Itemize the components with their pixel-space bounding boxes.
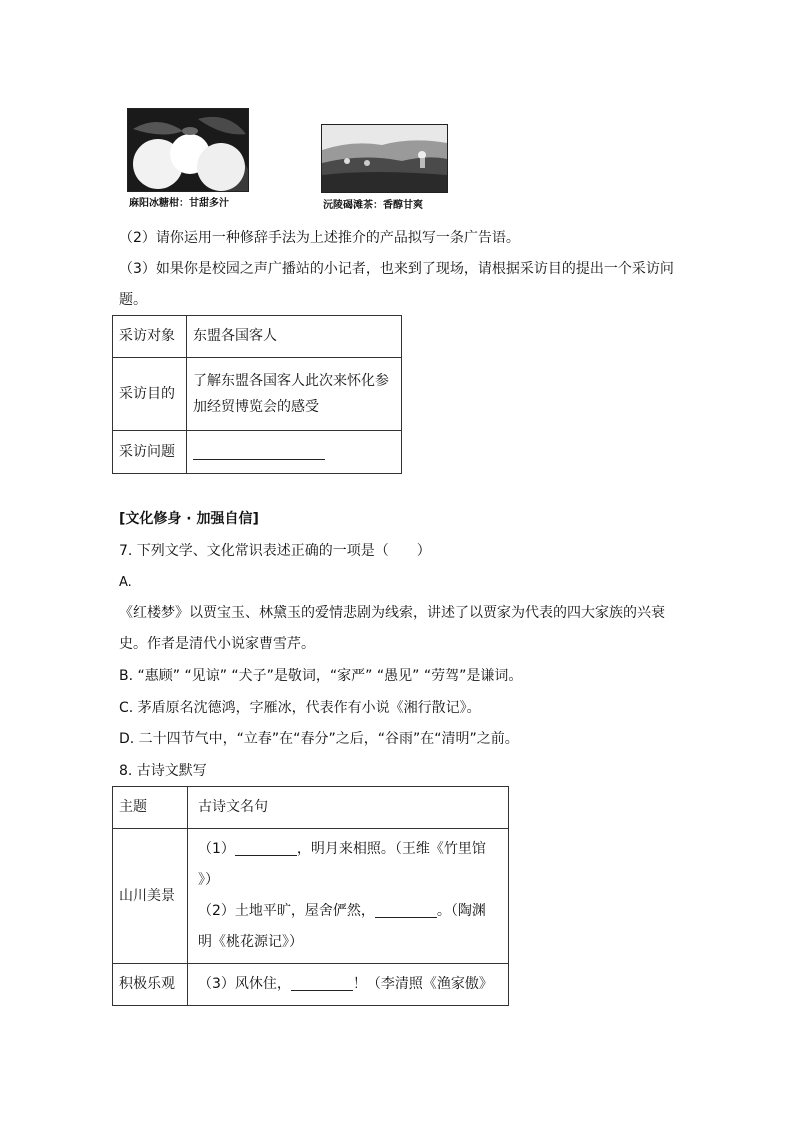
poetry-line-3-prefix: （3）风休住， <box>198 976 291 992</box>
option-a-line1: 《红楼梦》以贾宝玉、林黛玉的爱情悲剧为线索，讲述了以贾家为代表的四大家族的兴衰 <box>119 605 665 621</box>
interview-target-value: 东盟各国客人 <box>187 316 402 358</box>
section-title: [文化修身 · 加强自信] <box>119 511 259 527</box>
poetry-theme-optimism: 积极乐观 <box>113 964 188 1006</box>
option-b: B. “惠顾” “见谅” “犬子”是敬词，“家严” “愚见” “劳驾”是谦词。 <box>119 668 523 684</box>
poetry-line-1-cont: 》） <box>198 872 219 888</box>
table-row <box>113 787 509 829</box>
interview-purpose-line1: 了解东盟各国客人此次来怀化参 <box>193 373 389 389</box>
poetry-line-3-suffix: ！（李清照《渔家傲》 <box>352 976 493 992</box>
interview-table <box>112 315 402 474</box>
tea-photo <box>321 124 448 193</box>
poetry-header-theme: 主题 <box>113 787 188 829</box>
oranges-photo <box>127 108 249 192</box>
interview-question-answer[interactable] <box>187 431 402 474</box>
table-row <box>113 829 509 964</box>
interview-target-label: 采访对象 <box>113 316 187 358</box>
poetry-line-1 <box>198 834 502 865</box>
poetry-line-1-prefix: （1） <box>198 841 235 857</box>
poetry-line-2 <box>198 896 502 927</box>
poetry-theme-landscape: 山川美景 <box>113 829 188 964</box>
question-3-line2: 题。 <box>119 292 147 308</box>
poetry-lines-landscape <box>188 829 509 964</box>
option-a-line2: 史。作者是清代小说家曹雪芹。 <box>119 636 315 652</box>
poetry-lines-optimism <box>188 964 509 1006</box>
question-2: （2）请你运用一种修辞手法为上述推介的产品拟写一条广告语。 <box>119 230 520 246</box>
table-row <box>113 358 402 431</box>
question-8-stem: 8. 古诗文默写 <box>119 763 207 779</box>
tea-plantation-illustration <box>322 125 447 192</box>
option-c: C. 茅盾原名沈德鸿，字雁冰，代表作有小说《湘行散记》。 <box>119 700 481 716</box>
answer-blank[interactable] <box>193 445 325 460</box>
oranges-caption: 麻阳冰糖柑：甘甜多汁 <box>129 198 229 209</box>
interview-purpose-label: 采访目的 <box>113 358 187 431</box>
poetry-header-lines: 古诗文名句 <box>188 787 509 829</box>
poetry-line-2-cont: 明《桃花源记》） <box>198 934 303 950</box>
blank-2[interactable] <box>375 903 437 918</box>
blank-3[interactable] <box>291 976 353 991</box>
poetry-line-1-suffix: ，明月来相照。（王维《竹里馆 <box>296 841 486 857</box>
option-a-label: A. <box>119 575 132 590</box>
question-7-stem: 7. 下列文学、文化常识表述正确的一项是（ ） <box>119 543 431 559</box>
table-row <box>113 964 509 1006</box>
question-3-line1: （3）如果你是校园之声广播站的小记者，也来到了现场，请根据采访目的提出一个采访问 <box>119 261 674 277</box>
table-row <box>113 316 402 358</box>
poetry-line-2-suffix: 。（陶渊 <box>436 903 486 919</box>
tea-caption: 沅陵碣滩茶：香醇甘爽 <box>323 200 423 211</box>
poetry-table <box>112 786 509 1006</box>
option-d: D. 二十四节气中，“立春”在“春分”之后，“谷雨”在“清明”之前。 <box>119 731 519 747</box>
blank-1[interactable] <box>235 841 297 856</box>
interview-purpose-line2: 加经贸博览会的感受 <box>193 399 319 415</box>
table-row <box>113 431 402 474</box>
interview-question-label: 采访问题 <box>113 431 187 474</box>
interview-purpose-value <box>187 358 402 431</box>
oranges-illustration <box>128 109 248 191</box>
poetry-line-2-prefix: （2）土地平旷，屋舍俨然， <box>198 903 375 919</box>
